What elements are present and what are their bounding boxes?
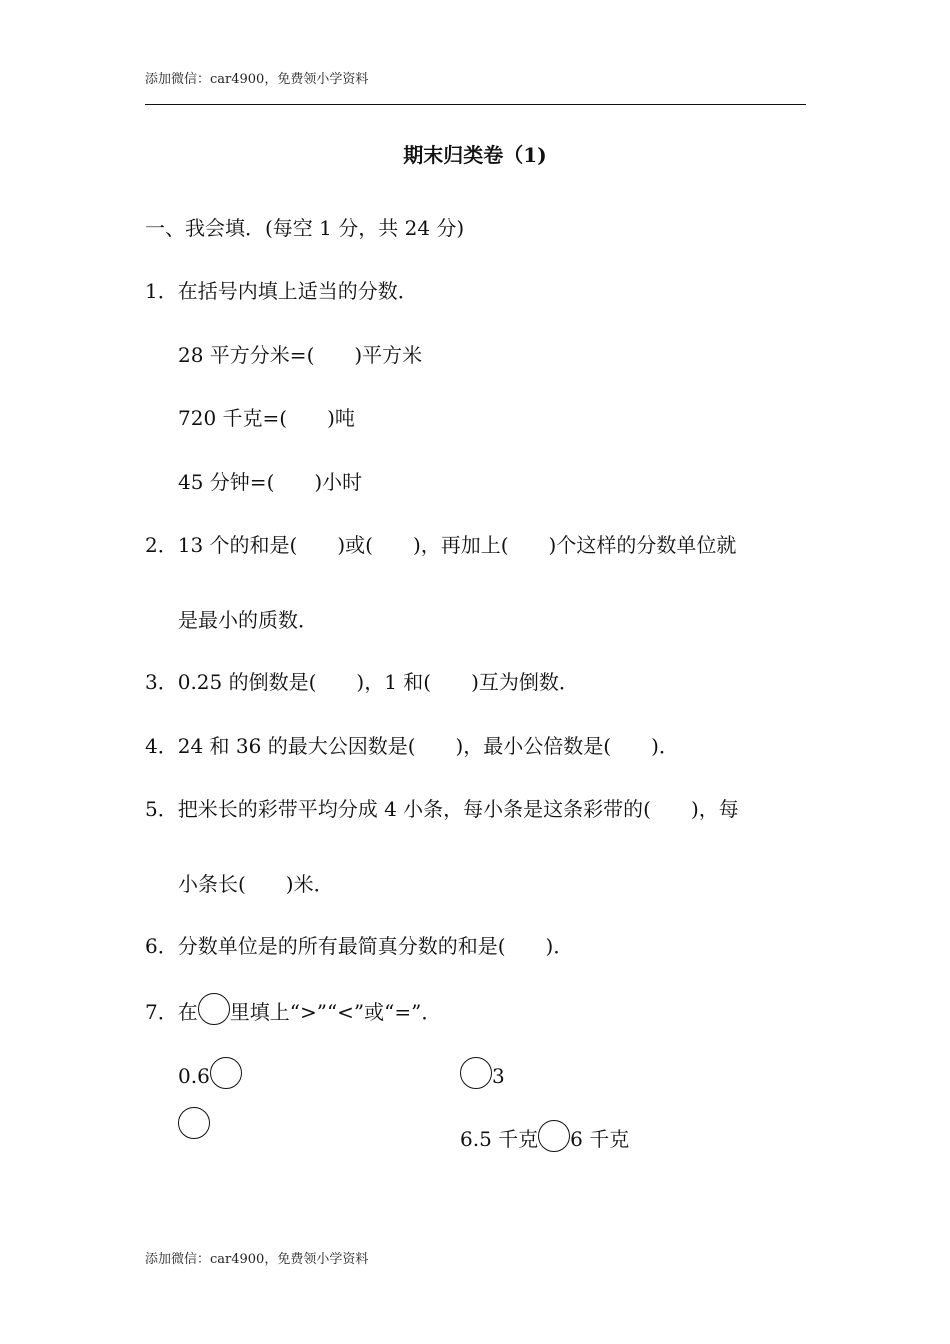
- compare-a-circle[interactable]: [210, 1057, 242, 1089]
- compare-d-right: 6 千克: [570, 1127, 630, 1151]
- question-1b: 720 千克=( )吨: [178, 406, 355, 430]
- circle-icon: [198, 993, 230, 1025]
- question-1c: 45 分钟=( )小时: [178, 470, 363, 494]
- compare-d: [460, 1120, 629, 1152]
- compare-a: [178, 1057, 242, 1089]
- question-2-line2: 是最小的质数．: [178, 608, 318, 632]
- footer-note: 添加微信：car4900，免费领小学资料: [145, 1252, 369, 1267]
- question-4: 4．24 和 36 的最大公因数是( )，最小公倍数是( )．: [145, 734, 679, 758]
- question-2-line1: 2．13 个的和是( )或( )，再加上( )个这样的分数单位就: [145, 533, 737, 557]
- compare-b-circle[interactable]: [460, 1057, 492, 1089]
- page-title: 期末归类卷（1): [403, 143, 547, 167]
- compare-b: [460, 1057, 505, 1089]
- question-7-stem: [145, 993, 441, 1025]
- question-3: 3．0.25 的倒数是( )，1 和( )互为倒数．: [145, 670, 579, 694]
- compare-d-left: 6.5 千克: [460, 1127, 539, 1151]
- section-heading: 一、我会填．(每空 1 分，共 24 分): [145, 216, 465, 240]
- compare-c: [178, 1107, 210, 1139]
- question-6: 6．分数单位是的所有最简真分数的和是( )．: [145, 934, 574, 958]
- compare-a-left: 0.6: [178, 1064, 210, 1088]
- question-5-line2: 小条长( )米．: [178, 872, 334, 896]
- question-5-line1: 5．把米长的彩带平均分成 4 小条，每小条是这条彩带的( )，每: [145, 797, 739, 821]
- compare-d-circle[interactable]: [538, 1120, 570, 1152]
- compare-b-right: 3: [492, 1064, 505, 1088]
- compare-c-circle[interactable]: [178, 1107, 210, 1139]
- question-1-stem: 1．在括号内填上适当的分数．: [145, 279, 418, 303]
- question-7-post: 里填上“>”“<”或“=”．: [229, 1000, 442, 1024]
- question-1a: 28 平方分米=( )平方米: [178, 343, 423, 367]
- question-7-pre: 7．在: [145, 1000, 198, 1024]
- header-note: 添加微信：car4900，免费领小学资料: [145, 72, 369, 87]
- header-rule: [145, 104, 806, 105]
